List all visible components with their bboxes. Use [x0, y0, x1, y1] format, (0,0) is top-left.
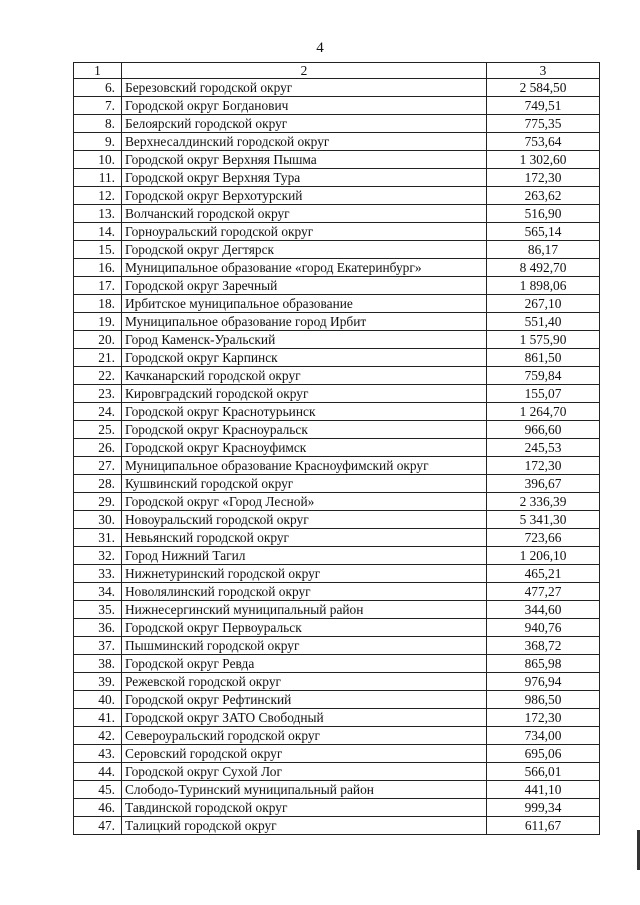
- municipality-name: Городской округ Сухой Лог: [122, 763, 487, 781]
- amount-value: 465,21: [487, 565, 600, 583]
- row-number: 40.: [74, 691, 122, 709]
- amount-value: 565,14: [487, 223, 600, 241]
- municipality-name: Режевской городской округ: [122, 673, 487, 691]
- table-row: [74, 169, 600, 187]
- amount-value: 1 575,90: [487, 331, 600, 349]
- table-header-row: [74, 63, 600, 79]
- municipality-name: Городской округ Заречный: [122, 277, 487, 295]
- amount-value: 245,53: [487, 439, 600, 457]
- table-row: [74, 511, 600, 529]
- municipality-name: Невьянский городской округ: [122, 529, 487, 547]
- amount-value: 566,01: [487, 763, 600, 781]
- amount-value: 611,67: [487, 817, 600, 835]
- table-row: [74, 619, 600, 637]
- municipality-name: Городской округ Ревда: [122, 655, 487, 673]
- municipality-name: Талицкий городской округ: [122, 817, 487, 835]
- amount-value: 5 341,30: [487, 511, 600, 529]
- municipality-name: Городской округ Красноуфимск: [122, 439, 487, 457]
- row-number: 15.: [74, 241, 122, 259]
- table-row: [74, 277, 600, 295]
- municipality-name: Североуральский городской округ: [122, 727, 487, 745]
- table-row: [74, 727, 600, 745]
- row-number: 38.: [74, 655, 122, 673]
- amount-value: 8 492,70: [487, 259, 600, 277]
- amount-value: 695,06: [487, 745, 600, 763]
- amount-value: 86,17: [487, 241, 600, 259]
- row-number: 29.: [74, 493, 122, 511]
- amount-value: 2 336,39: [487, 493, 600, 511]
- table-row: [74, 403, 600, 421]
- row-number: 46.: [74, 799, 122, 817]
- amount-value: 966,60: [487, 421, 600, 439]
- amount-value: 986,50: [487, 691, 600, 709]
- table-row: [74, 349, 600, 367]
- row-number: 8.: [74, 115, 122, 133]
- amount-value: 1 898,06: [487, 277, 600, 295]
- row-number: 44.: [74, 763, 122, 781]
- row-number: 24.: [74, 403, 122, 421]
- amount-value: 344,60: [487, 601, 600, 619]
- row-number: 17.: [74, 277, 122, 295]
- row-number: 35.: [74, 601, 122, 619]
- table-row: [74, 259, 600, 277]
- amount-value: 396,67: [487, 475, 600, 493]
- table-row: [74, 583, 600, 601]
- table-row: [74, 79, 600, 97]
- table-row: [74, 457, 600, 475]
- row-number: 32.: [74, 547, 122, 565]
- amount-value: 1 264,70: [487, 403, 600, 421]
- municipality-name: Городской округ ЗАТО Свободный: [122, 709, 487, 727]
- table-row: [74, 115, 600, 133]
- row-number: 47.: [74, 817, 122, 835]
- municipality-name: Городской округ Верхняя Тура: [122, 169, 487, 187]
- table-row: [74, 817, 600, 835]
- column-header-name: 2: [122, 63, 487, 79]
- municipality-name: Городской округ Карпинск: [122, 349, 487, 367]
- municipality-name: Горноуральский городской округ: [122, 223, 487, 241]
- municipality-name: Городской округ Верхотурский: [122, 187, 487, 205]
- amount-value: 976,94: [487, 673, 600, 691]
- amount-value: 1 206,10: [487, 547, 600, 565]
- allocation-table: [73, 62, 600, 835]
- table-row: [74, 799, 600, 817]
- amount-value: 368,72: [487, 637, 600, 655]
- table-row: [74, 385, 600, 403]
- municipality-name: Городской округ «Город Лесной»: [122, 493, 487, 511]
- table-row: [74, 691, 600, 709]
- row-number: 11.: [74, 169, 122, 187]
- row-number: 22.: [74, 367, 122, 385]
- amount-value: 775,35: [487, 115, 600, 133]
- municipality-name: Городской округ Краснотурьинск: [122, 403, 487, 421]
- amount-value: 155,07: [487, 385, 600, 403]
- amount-value: 172,30: [487, 169, 600, 187]
- row-number: 10.: [74, 151, 122, 169]
- table-row: [74, 529, 600, 547]
- row-number: 14.: [74, 223, 122, 241]
- amount-value: 2 584,50: [487, 79, 600, 97]
- table-row: [74, 655, 600, 673]
- amount-value: 477,27: [487, 583, 600, 601]
- row-number: 39.: [74, 673, 122, 691]
- municipality-name: Муниципальное образование город Ирбит: [122, 313, 487, 331]
- row-number: 31.: [74, 529, 122, 547]
- row-number: 33.: [74, 565, 122, 583]
- amount-value: 267,10: [487, 295, 600, 313]
- row-number: 20.: [74, 331, 122, 349]
- amount-value: 940,76: [487, 619, 600, 637]
- table-row: [74, 367, 600, 385]
- municipality-name: Качканарский городской округ: [122, 367, 487, 385]
- municipality-name: Кушвинский городской округ: [122, 475, 487, 493]
- table-row: [74, 493, 600, 511]
- municipality-name: Тавдинской городской округ: [122, 799, 487, 817]
- amount-value: 749,51: [487, 97, 600, 115]
- table-row: [74, 223, 600, 241]
- row-number: 23.: [74, 385, 122, 403]
- row-number: 43.: [74, 745, 122, 763]
- municipality-name: Березовский городской округ: [122, 79, 487, 97]
- amount-value: 734,00: [487, 727, 600, 745]
- table-row: [74, 601, 600, 619]
- page-number: 4: [316, 40, 324, 56]
- amount-value: 723,66: [487, 529, 600, 547]
- municipality-name: Новолялинский городской округ: [122, 583, 487, 601]
- municipality-name: Пышминский городской округ: [122, 637, 487, 655]
- municipality-name: Муниципальное образование Красноуфимский округ: [122, 457, 487, 475]
- row-number: 36.: [74, 619, 122, 637]
- municipality-name: Нижнетуринский городской округ: [122, 565, 487, 583]
- table-row: [74, 133, 600, 151]
- table-row: [74, 763, 600, 781]
- table-row: [74, 439, 600, 457]
- table-row: [74, 241, 600, 259]
- municipality-name: Волчанский городской округ: [122, 205, 487, 223]
- table-row: [74, 745, 600, 763]
- municipality-name: Город Нижний Тагил: [122, 547, 487, 565]
- amount-value: 441,10: [487, 781, 600, 799]
- column-header-amount: 3: [487, 63, 600, 79]
- amount-value: 263,62: [487, 187, 600, 205]
- row-number: 25.: [74, 421, 122, 439]
- amount-value: 172,30: [487, 709, 600, 727]
- row-number: 41.: [74, 709, 122, 727]
- amount-value: 759,84: [487, 367, 600, 385]
- amount-value: 999,34: [487, 799, 600, 817]
- table-row: [74, 313, 600, 331]
- row-number: 30.: [74, 511, 122, 529]
- row-number: 7.: [74, 97, 122, 115]
- row-number: 42.: [74, 727, 122, 745]
- table-row: [74, 673, 600, 691]
- table-row: [74, 187, 600, 205]
- amount-value: 1 302,60: [487, 151, 600, 169]
- amount-value: 172,30: [487, 457, 600, 475]
- table-row: [74, 547, 600, 565]
- municipality-name: Городской округ Первоуральск: [122, 619, 487, 637]
- table-row: [74, 331, 600, 349]
- municipality-name: Городской округ Дегтярск: [122, 241, 487, 259]
- table-row: [74, 421, 600, 439]
- row-number: 34.: [74, 583, 122, 601]
- municipality-name: Верхнесалдинский городской округ: [122, 133, 487, 151]
- row-number: 6.: [74, 79, 122, 97]
- municipality-name: Городской округ Красноуральск: [122, 421, 487, 439]
- municipality-name: Нижнесергинский муниципальный район: [122, 601, 487, 619]
- row-number: 19.: [74, 313, 122, 331]
- municipality-name: Кировградский городской округ: [122, 385, 487, 403]
- row-number: 26.: [74, 439, 122, 457]
- municipality-name: Городской округ Рефтинский: [122, 691, 487, 709]
- row-number: 45.: [74, 781, 122, 799]
- table-row: [74, 151, 600, 169]
- row-number: 18.: [74, 295, 122, 313]
- municipality-name: Городской округ Верхняя Пышма: [122, 151, 487, 169]
- row-number: 9.: [74, 133, 122, 151]
- row-number: 13.: [74, 205, 122, 223]
- table-row: [74, 205, 600, 223]
- row-number: 27.: [74, 457, 122, 475]
- municipality-name: Ирбитское муниципальное образование: [122, 295, 487, 313]
- amount-value: 753,64: [487, 133, 600, 151]
- municipality-name: Серовский городской округ: [122, 745, 487, 763]
- row-number: 28.: [74, 475, 122, 493]
- municipality-name: Муниципальное образование «город Екатеринбург»: [122, 259, 487, 277]
- amount-value: 551,40: [487, 313, 600, 331]
- row-number: 12.: [74, 187, 122, 205]
- amount-value: 516,90: [487, 205, 600, 223]
- amount-value: 865,98: [487, 655, 600, 673]
- row-number: 37.: [74, 637, 122, 655]
- table-row: [74, 295, 600, 313]
- municipality-name: Слободо-Туринский муниципальный район: [122, 781, 487, 799]
- table-row: [74, 97, 600, 115]
- table-row: [74, 565, 600, 583]
- amount-value: 861,50: [487, 349, 600, 367]
- table-row: [74, 637, 600, 655]
- row-number: 16.: [74, 259, 122, 277]
- column-header-number: 1: [74, 63, 122, 79]
- table-row: [74, 781, 600, 799]
- municipality-name: Город Каменск-Уральский: [122, 331, 487, 349]
- municipality-name: Новоуральский городской округ: [122, 511, 487, 529]
- table-body: [74, 79, 600, 835]
- table-row: [74, 475, 600, 493]
- municipality-name: Городской округ Богданович: [122, 97, 487, 115]
- row-number: 21.: [74, 349, 122, 367]
- municipality-name: Белоярский городской округ: [122, 115, 487, 133]
- table-row: [74, 709, 600, 727]
